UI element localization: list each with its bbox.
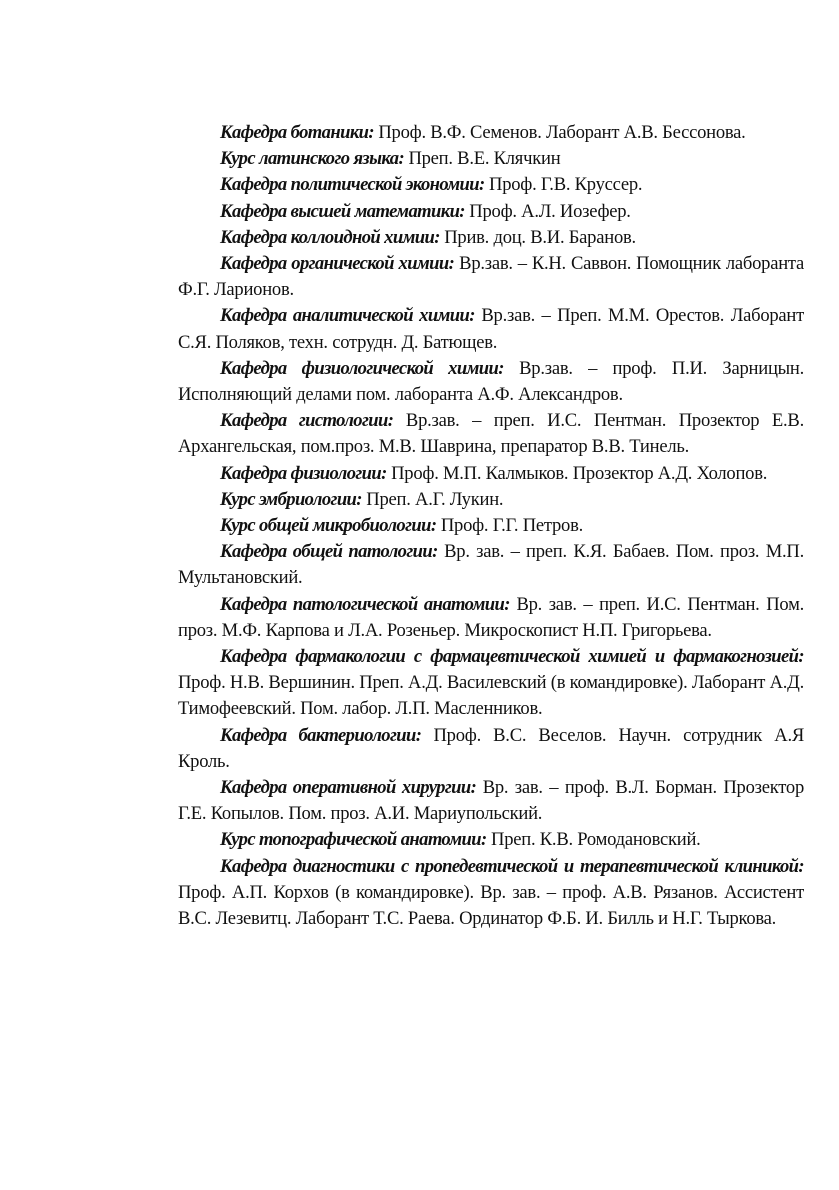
entry-heading: Кафедра органической химии:: [220, 253, 455, 275]
document-page: [178, 120, 804, 932]
entry-heading: Кафедра высшей математики:: [220, 200, 465, 222]
entry-heading: Кафедра бактериологии:: [220, 724, 422, 746]
entry-heading: Кафедра оперативной хирургии:: [220, 777, 477, 799]
entry-text: Проф. Н.В. Вершинин. Преп. А.Д. Василевский (в командировке). Лаборант А.Д. Тимофеевский. Пом. лабор. Л.П. Масленников.: [178, 672, 804, 720]
entry-physiology: [178, 461, 804, 487]
entry-text: Вр.зав. – преп. И.С. Пентман. Прозектор Е.В. Архангельская, пом.проз. М.В. Шаврина, препаратор В.В. Тинель.: [178, 410, 804, 458]
entry-colloid-chemistry: [178, 225, 804, 251]
entry-diagnostics: [178, 854, 804, 933]
entry-text: Преп. В.Е. Клячкин: [404, 148, 561, 170]
entry-botany: [178, 120, 804, 146]
entry-text: Вр.зав. – К.Н. Саввон. Помощник лаборанта Ф.Г. Ларионов.: [178, 253, 805, 301]
entry-bacteriology: [178, 723, 804, 775]
entry-latin: [178, 146, 804, 172]
entry-heading: Курс эмбриологии:: [220, 488, 362, 510]
entry-political-economy: [178, 172, 804, 198]
entry-heading: Кафедра фармакологии с фармацевтической химией и фармакогнозией:: [220, 646, 804, 668]
entry-text: Вр. зав. – преп. К.Я. Бабаев. Пом. проз. М.П. Мультановский.: [178, 541, 805, 589]
entry-physiological-chemistry: [178, 356, 804, 408]
entry-heading: Кафедра аналитической химии:: [220, 305, 475, 327]
entry-text: Проф. А.П. Корхов (в командировке). Вр. зав. – проф. А.В. Рязанов. Ассистент В.С. Лезевитц. Лаборант Т.С. Раева. Ординатор Ф.Б. И. Билль и Н.Г. Тыркова.: [178, 881, 804, 930]
entry-heading: Кафедра физиологии:: [220, 462, 387, 484]
entry-text: Преп. А.Г. Лукин.: [361, 488, 504, 510]
entry-text: Вр.зав. – Преп. М.М. Орестов. Лаборант С.Я. Поляков, техн. сотрудн. Д. Батющев.: [178, 305, 804, 353]
entry-heading: Кафедра общей патологии:: [220, 541, 438, 563]
entry-pharmacology: [178, 644, 804, 723]
entry-general-pathology: [178, 539, 804, 591]
entry-heading: Кафедра диагностики с пропедевтической и терапевтической клиникой:: [220, 855, 804, 877]
entry-heading: Кафедра ботаники:: [220, 122, 374, 143]
entry-text: Проф. Г.Г. Петров.: [436, 515, 584, 537]
entry-text: Прив. доц. В.И. Баранов.: [439, 226, 636, 248]
entry-text: Проф. М.П. Калмыков. Прозектор А.Д. Холопов.: [386, 462, 768, 484]
entry-heading: Кафедра гистологии:: [220, 410, 394, 432]
entry-higher-math: [178, 199, 804, 225]
entry-text: Проф. Г.В. Круссер.: [484, 174, 643, 196]
entry-text: Вр.зав. – проф. П.И. Зарницын. Исполняющий делами пом. лаборанта А.Ф. Александров.: [178, 357, 804, 406]
entry-general-microbiology: [178, 513, 804, 539]
entry-text: Проф. В.Ф. Семенов. Лаборант А.В. Бессонова.: [373, 122, 746, 143]
entry-heading: Кафедра коллоидной химии:: [220, 226, 440, 248]
entry-organic-chemistry: [178, 251, 804, 303]
entry-heading: Кафедра политической экономии:: [220, 174, 485, 196]
entry-heading: Курс латинского языка:: [220, 148, 405, 170]
entry-text: Преп. К.В. Ромодановский.: [486, 829, 701, 851]
entry-analytical-chemistry: [178, 303, 804, 355]
entry-heading: Курс топографической анатомии:: [220, 829, 487, 851]
entry-text: Вр. зав. – преп. И.С. Пентман. Пом. проз. М.Ф. Карпова и Л.А. Розеньер. Микроскопист Н.П. Григорьева.: [178, 593, 804, 641]
entry-text: Проф. А.Л. Иозефер.: [464, 200, 631, 222]
entry-operative-surgery: [178, 775, 804, 827]
entry-pathological-anatomy: [178, 592, 804, 644]
entry-topographic-anatomy: [178, 827, 804, 853]
entry-heading: Кафедра физиологической химии:: [220, 357, 504, 379]
entry-text: Вр. зав. – проф. В.Л. Борман. Прозектор Г.Е. Копылов. Пом. проз. А.И. Мариупольский.: [178, 777, 804, 825]
entry-heading: Курс общей микробиологии:: [220, 515, 437, 537]
entry-embryology: [178, 487, 804, 513]
entry-heading: Кафедра патологической анатомии:: [220, 593, 510, 615]
entry-histology: [178, 408, 804, 460]
entry-text: Проф. В.С. Веселов. Научн. сотрудник А.Я Кроль.: [178, 724, 804, 772]
